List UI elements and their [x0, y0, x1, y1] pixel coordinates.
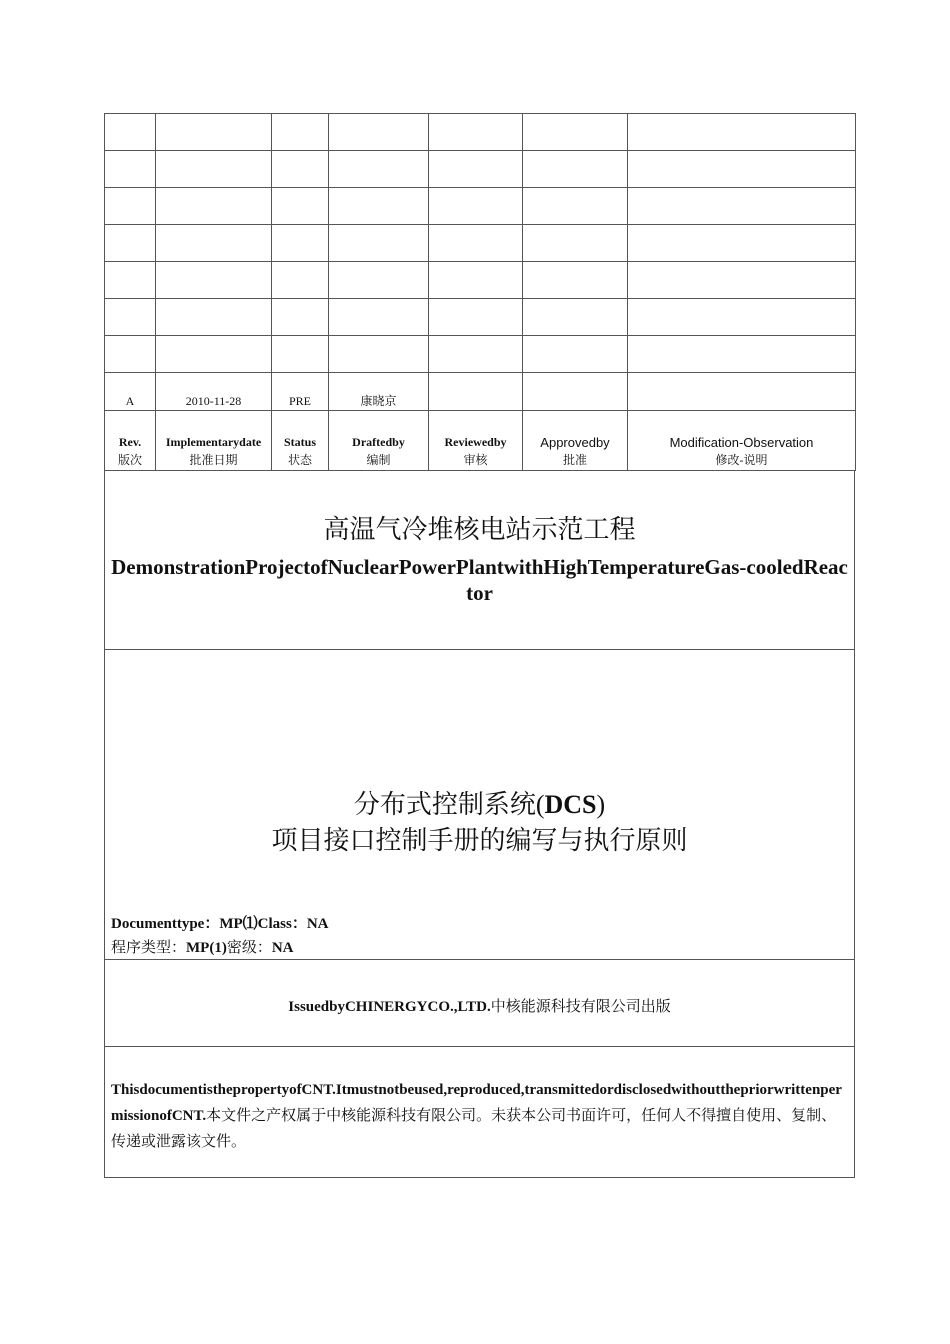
project-title-en: DemonstrationProjectofNuclearPowerPlantwithHighTemperatureGas-cooledReactor — [111, 555, 848, 605]
revision-empty-row — [105, 114, 856, 151]
document-type-info — [111, 912, 328, 960]
empty-cell — [272, 188, 329, 225]
empty-cell — [329, 336, 429, 373]
document-type-en: Documenttype：MP⑴Class：NA — [111, 916, 329, 932]
header-observation: Modification-Observation 修改-说明 — [628, 411, 856, 471]
document-title-line2: 项目接口控制手册的编写与执行原则 — [271, 826, 688, 855]
empty-cell — [628, 299, 856, 336]
legal-notice-block — [104, 1047, 855, 1178]
empty-cell — [272, 336, 329, 373]
empty-cell — [156, 225, 272, 262]
revision-header-row — [105, 411, 856, 471]
document-title-line1: 分布式控制系统(DCS) — [353, 790, 606, 819]
empty-cell — [156, 262, 272, 299]
empty-cell — [105, 188, 156, 225]
empty-cell — [429, 299, 523, 336]
revision-empty-rows — [105, 114, 856, 373]
approved-cell — [523, 373, 628, 411]
empty-cell — [628, 336, 856, 373]
header-status: Status 状态 — [272, 411, 329, 471]
empty-cell — [105, 225, 156, 262]
revision-empty-row — [105, 299, 856, 336]
header-approved: Approvedby 批准 — [523, 411, 628, 471]
empty-cell — [156, 188, 272, 225]
empty-cell — [628, 262, 856, 299]
empty-cell — [329, 151, 429, 188]
empty-cell — [329, 114, 429, 151]
empty-cell — [628, 225, 856, 262]
drafted-cell: 康晓京 — [329, 373, 429, 411]
empty-cell — [105, 114, 156, 151]
empty-cell — [156, 336, 272, 373]
header-rev: Rev. 版次 — [105, 411, 156, 471]
empty-cell — [272, 262, 329, 299]
empty-cell — [523, 151, 628, 188]
empty-cell — [329, 299, 429, 336]
empty-cell — [329, 188, 429, 225]
empty-cell — [523, 188, 628, 225]
empty-cell — [272, 225, 329, 262]
revision-entry-row — [105, 373, 856, 411]
revision-empty-row — [105, 336, 856, 373]
empty-cell — [429, 114, 523, 151]
empty-cell — [329, 262, 429, 299]
revision-empty-row — [105, 188, 856, 225]
empty-cell — [523, 225, 628, 262]
project-title-block — [104, 471, 855, 650]
empty-cell — [523, 336, 628, 373]
empty-cell — [156, 114, 272, 151]
revision-empty-row — [105, 225, 856, 262]
empty-cell — [272, 151, 329, 188]
empty-cell — [429, 336, 523, 373]
header-reviewed: Reviewedby 审核 — [429, 411, 523, 471]
document-type-zh: 程序类型：MP(1)密级：NA — [111, 940, 294, 956]
reviewed-cell — [429, 373, 523, 411]
issuer-line: IssuedbyCHINERGYCO.,LTD.中核能源科技有限公司出版 — [288, 999, 671, 1015]
empty-cell — [105, 336, 156, 373]
empty-cell — [429, 188, 523, 225]
empty-cell — [429, 262, 523, 299]
project-title-zh: 高温气冷堆核电站示范工程 — [323, 515, 636, 544]
empty-cell — [429, 225, 523, 262]
legal-notice: ThisdocumentisthepropertyofCNT.Itmustnotbeused,reproduced,transmittedordisclosedwithoutthepriorwrittenpermissionofCNT.本文件之产权属于中核能源科技有限公司。未获本公司书面许可，任何人不得擅自使用、复制、传递或泄露该文件。 — [111, 1082, 842, 1150]
empty-cell — [329, 225, 429, 262]
document-sheet — [104, 113, 855, 1178]
revision-empty-row — [105, 262, 856, 299]
header-date: Implementarydate 批准日期 — [156, 411, 272, 471]
empty-cell — [628, 114, 856, 151]
empty-cell — [105, 262, 156, 299]
empty-cell — [156, 151, 272, 188]
empty-cell — [156, 299, 272, 336]
empty-cell — [272, 114, 329, 151]
issuer-block — [104, 960, 855, 1047]
header-drafted: Draftedby 编制 — [329, 411, 429, 471]
status-cell: PRE — [272, 373, 329, 411]
observation-cell — [628, 373, 856, 411]
empty-cell — [429, 151, 523, 188]
empty-cell — [628, 151, 856, 188]
rev-cell: A — [105, 373, 156, 411]
document-title-block — [104, 650, 855, 960]
revision-empty-row — [105, 151, 856, 188]
empty-cell — [523, 262, 628, 299]
date-cell: 2010-11-28 — [156, 373, 272, 411]
empty-cell — [628, 188, 856, 225]
revision-table — [104, 113, 856, 471]
empty-cell — [105, 151, 156, 188]
empty-cell — [523, 299, 628, 336]
empty-cell — [523, 114, 628, 151]
empty-cell — [272, 299, 329, 336]
empty-cell — [105, 299, 156, 336]
